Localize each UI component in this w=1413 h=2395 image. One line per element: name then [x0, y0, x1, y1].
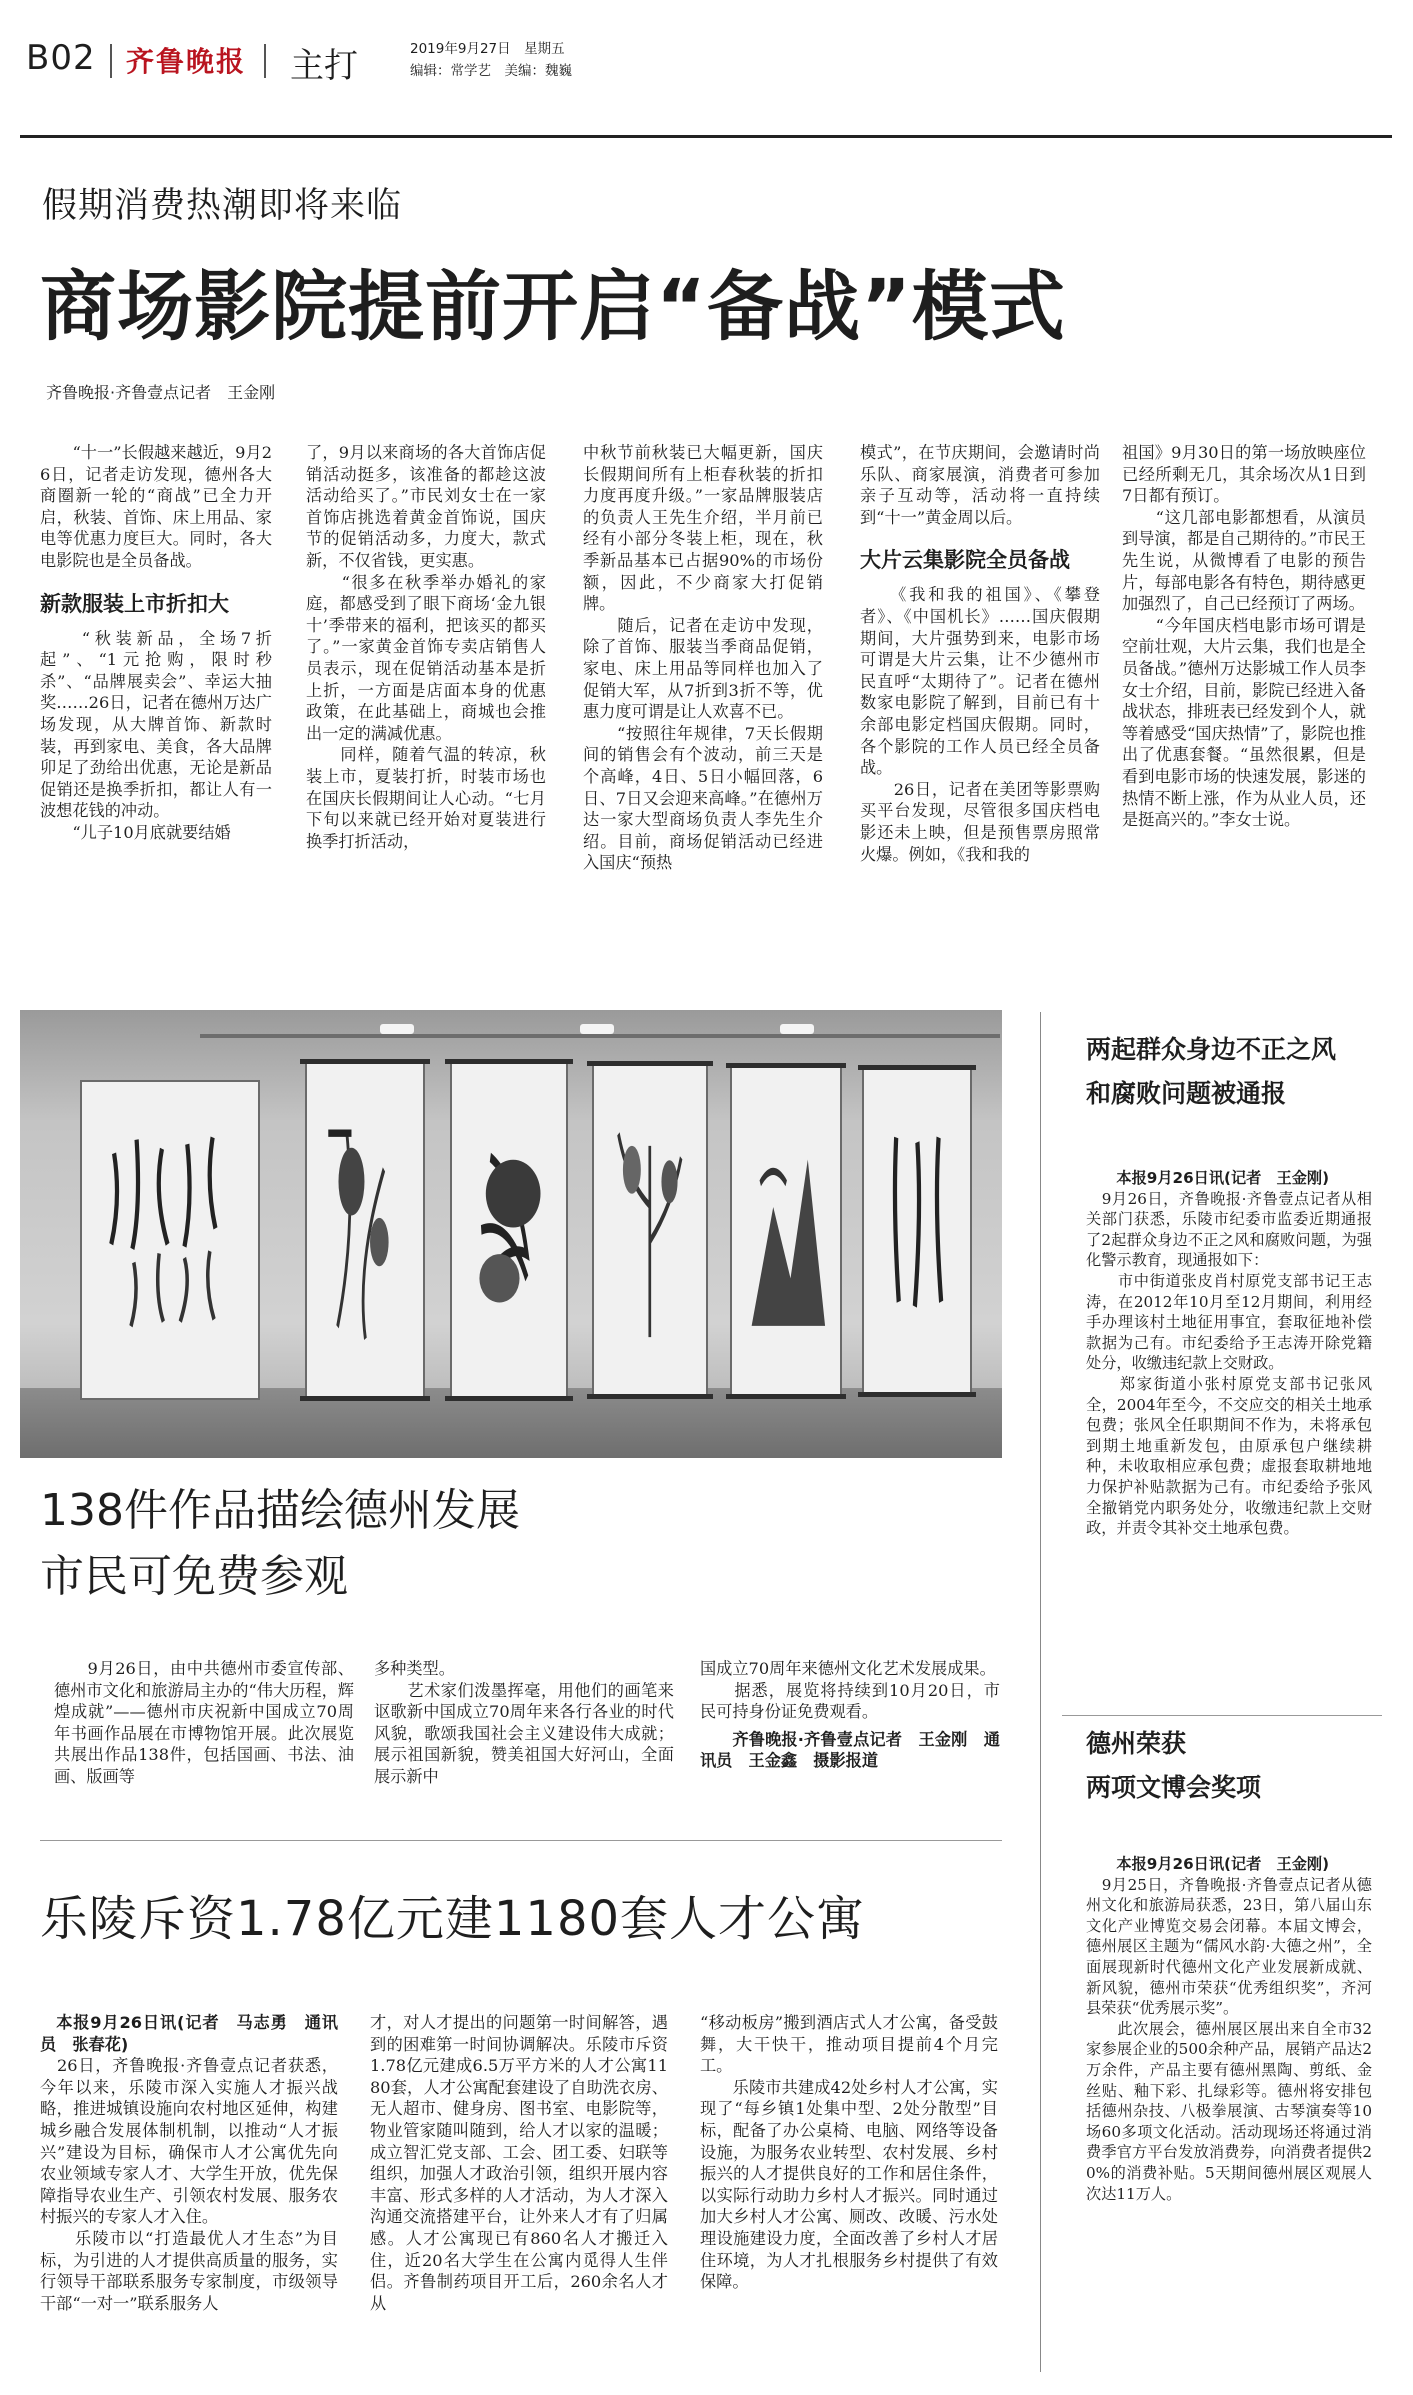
exhibition-photo — [20, 1010, 1002, 1458]
painting-scroll — [730, 1064, 842, 1398]
story1-subhead-cinema: 大片云集影院全员备战 — [860, 548, 1070, 573]
newspaper-logo: 齐鲁晚报 — [126, 45, 247, 78]
story3-column-3 — [700, 2012, 998, 2293]
issue-date: 2019年9月27日 星期五 — [410, 41, 565, 57]
story1-kicker: 假期消费热潮即将来临 — [42, 186, 403, 226]
divider — [110, 44, 112, 78]
story3-paragraph: “移动板房”搬到酒店式人才公寓，备受鼓舞，大干快干，推动项目提前4个月完工。 乐陵市共建成42处乡村人才公寓，实现了“每乡镇1处集中型、2处分散型”目标，配备了办公桌椅、电脑、网络等设备设施，为服务农业转型、农村发展、乡村振兴的人才提供良好的工作和居住条件，以实际行动助力乡村人才振兴。同时通过加大乡村人才公寓、厕改、改暖、污水处理设施建设力度，全面改善了乡村人才居住环境，为人才扎根服务乡村提供了有效保障。 — [700, 2013, 998, 2292]
story1-paragraph: 中秋节前秋装已大幅更新，国庆长假期间所有上柜春秋装的折扣力度再度升级。”一家品牌服装店的负责人王先生介绍，半月前已经有小部分冬装上柜，现在，秋季新品基本已占据90%的市场份额，因此，不少商家大打促销牌。 随后，记者在走访中发现，除了首饰、服装当季商品促销，家电、床上用品等同样也加入了促销大军，从7折到3折不等，优惠力度可谓是让人欢喜不已。 “按照往年规律，7天长假期间的销售会有个波动，前三天是个高峰，4日、5日小幅回落，6日、7日又会迎来高峰。”在德州万达一家大型商场负责人李先生介绍。目前，商场促销活动已经进入国庆“预热 — [583, 443, 823, 873]
editor-credits: 编辑：常学艺 美编：魏巍 — [410, 63, 572, 79]
story2-headline: 138件作品描绘德州发展 市民可免费参观 — [40, 1485, 520, 1602]
painting-scroll — [305, 1060, 425, 1400]
side2-headline: 德州荣获 两项文博会奖项 — [1086, 1729, 1262, 1802]
story3-paragraph: 26日，齐鲁晚报·齐鲁壹点记者获悉，今年以来，乐陵市深入实施人才振兴战略，推进城镇设施向农村地区延伸，构建城乡融合发展体制机制，以推动“人才振兴”建设为目标，确保市人才公寓优先向农业领域专家人才、大学生开放，优先保障指导农业生产、引领农村发展、服务农村振兴的专家人才入住。 乐陵市以“打造最优人才生态”为目标，为引进的人才提供高质量的服务，实行领导干部联系服务专家制度，市级领导干部“一对一”联系服务人 — [40, 2056, 338, 2313]
story2-column-1 — [54, 1658, 354, 1788]
photo-credit: 齐鲁晚报·齐鲁壹点记者 王金刚 通讯员 王金鑫 摄影报道 — [700, 1729, 1000, 1771]
story1-paragraph: “十一”长假越来越近，9月26日，记者走访发现，德州各大商圈新一轮的“商战”已全力开启，秋装、首饰、床上用品、家电等优惠力度巨大。同时，各大电影院也是全员备战。 — [40, 443, 272, 570]
side1-body — [1086, 1168, 1372, 1539]
painting-scroll — [450, 1060, 568, 1400]
story2-paragraph: 多种类型。 艺术家们泼墨挥毫，用他们的画笔来讴歌新中国成立70周年来各行各业的时代风貌，歌颂我国社会主义建设伟大成就；展示祖国新貌，赞美祖国大好河山，全面展示新中 — [374, 1659, 674, 1786]
page-number: B02 — [26, 38, 96, 78]
side2-paragraph: 9月25日，齐鲁晚报·齐鲁壹点记者从德州文化和旅游局获悉，23日，第八届山东文化产业博览交易会闭幕。本届文博会，德州展区主题为“儒风水韵·大德之州”，全面展现新时代德州文化产业发展新成就、新风貌，德州市荣获“优秀组织奖”，齐河县荣获“优秀展示奖”。 此次展会，德州展区展出来自全市32家参展企业的500余种产品，展销产品达2万余件，产品主要有德州黑陶、剪纸、金丝贴、釉下彩、扎绿彩等。德州将安排包括德州杂技、八极拳展演、古琴演奏等10场60多项文化活动。活动现场还将通过消费季官方平台发放消费券，向消费者提供20%的消费补贴。5天期间德州展区观展人次达11万人。 — [1086, 1875, 1372, 2203]
story1-byline: 齐鲁晚报·齐鲁壹点记者 王金刚 — [46, 383, 276, 402]
story1-column-5 — [1122, 442, 1366, 831]
side1-headline: 两起群众身边不正之风 和腐败问题被通报 — [1086, 1035, 1337, 1108]
calligraphy-scroll — [80, 1080, 260, 1400]
story1-column-3 — [583, 442, 823, 874]
section-name: 主打 — [290, 46, 358, 86]
story1-paragraph: 模式”，在节庆期间，会邀请时尚乐队、商家展演，消费者可参加亲子互动等，活动将一直持续到“十一”黄金周以后。 — [860, 443, 1100, 527]
side-rule — [1062, 1715, 1382, 1716]
story2-paragraph: 9月26日，由中共德州市委宣传部、德州市文化和旅游局主办的“伟大历程，辉煌成就”——德州市庆祝新中国成立70周年书画作品展在市博物馆开展。此次展览共展出作品138件，包括国画、书法、油画、版画等 — [54, 1659, 354, 1786]
divider — [264, 44, 266, 78]
story1-subhead-fashion: 新款服装上市折扣大 — [40, 591, 229, 616]
story3-column-2 — [370, 2012, 668, 2314]
story1-column-1 — [40, 442, 272, 844]
story1-paragraph: 了，9月以来商场的各大首饰店促销活动挺多，该准备的都趁这波活动给买了。”市民刘女士在一家首饰店挑选着黄金首饰说，国庆节的促销活动多，力度大，款式新，不仅省钱，更实惠。 “很多在秋季举办婚礼的家庭，都感受到了眼下商场‘金九银十’季带来的福利，把该买的都买了。”一家黄金首饰专卖店销售人员表示，现在促销活动基本是折上折，一方面是店面本身的优惠政策，在此基础上，商城也会推出一定的满减优惠。 同样，随着气温的转凉，秋装上市，夏装打折，时装市场也在国庆长假期间让人心动。“七月下旬以来就已经开始对夏装进行换季打折活动， — [306, 443, 546, 851]
section-rule — [40, 1840, 1002, 1841]
story3-byline: 本报9月26日讯(记者 马志勇 通讯员 张春花) — [40, 2013, 338, 2054]
story2-column-2 — [374, 1658, 674, 1788]
story3-headline: 乐陵斥资1.78亿元建1180套人才公寓 — [40, 1891, 866, 1947]
side1-byline: 本报9月26日讯(记者 王金刚) — [1116, 1169, 1330, 1187]
story1-column-4 — [860, 442, 1100, 865]
story2-paragraph: 国成立70周年来德州文化艺术发展成果。 据悉，展览将持续到10月20日，市民可持身份证免费观看。 — [700, 1659, 1000, 1722]
story1-column-2 — [306, 442, 546, 852]
story1-paragraph: “秋装新品，全场7折起”、“1元抢购，限时秒杀”、“品牌展卖会”、幸运大抽奖……26日，记者在德州万达广场发现，从大牌首饰、新款时装，再到家电、美食，各大品牌卯足了劲给出优惠，无论是新品促销还是换季折扣，都让人有一波想花钱的冲动。 “儿子10月底就要结婚 — [40, 628, 272, 842]
painting-scroll — [592, 1062, 708, 1398]
story2-column-3 — [700, 1658, 1000, 1772]
story3-paragraph: 才，对人才提出的问题第一时间解答，遇到的困难第一时间协调解决。乐陵市斥资1.78亿元建成6.5万平方米的人才公寓1180套，人才公寓配套建设了自助洗衣房、无人超市、健身房、图书室、电影院等，物业管家随叫随到，给人才以家的温暖；成立智汇党支部、工会、团工委、妇联等组织，加强人才政治引领，组织开展内容丰富、形式多样的人才活动，为人才深入沟通交流搭建平台，让外来人才有了归属感。人才公寓现已有860名人才搬迁入住，近20名大学生在公寓内觅得人生伴侣。齐鲁制药项目开工后，260余名人才从 — [370, 2013, 668, 2313]
side2-body — [1086, 1854, 1372, 2204]
story1-headline: 商场影院提前开启“备战”模式 — [40, 262, 1066, 351]
side2-byline: 本报9月26日讯(记者 王金刚) — [1116, 1855, 1330, 1873]
masthead-rule — [20, 135, 1392, 138]
story1-paragraph: 《我和我的祖国》、《攀登者》、《中国机长》……国庆假期期间，大片强势到来，电影市场可谓是大片云集，让不少德州市民直呼“太期待了”。记者在德州数家电影院了解到，目前已有十余部电影定档国庆假期。同时，各个影院的工作人员已经全员备战。 26日，记者在美团等影票购买平台发现，尽管很多国庆档电影还未上映，但是预售票房照常火爆。例如，《我和我的 — [860, 585, 1100, 864]
story1-paragraph: 祖国》9月30日的第一场放映座位已经所剩无几，其余场次从1日到7日都有预订。 “这几部电影都想看，从演员到导演，都是自己期待的。”市民王先生说，从微博看了电影的预告片，每部电影各有特色，期待感更加强烈了，自己已经预订了两场。 “今年国庆档电影市场可谓是空前壮观，大片云集，我们也是全员备战。”德州万达影城工作人员李女士介绍，目前，影院已经进入备战状态，排班表已经发到个人，就等着感受“国庆热情”了，影院也推出了优惠套餐。“虽然很累，但是看到电影市场的快速发展，影迷的热情不断上涨，作为从业人员，还是挺高兴的。”李女士说。 — [1122, 443, 1366, 830]
calligraphy-scroll — [862, 1066, 972, 1396]
side1-paragraph: 9月26日，齐鲁晚报·齐鲁壹点记者从相关部门获悉，乐陵市纪委市监委近期通报了2起群众身边不正之风和腐败问题，为强化警示教育，现通报如下： 市中街道张皮肖村原党支部书记王志涛，在2012年10月至12月期间，利用经手办理该村土地征用事宜，套取征地补偿款据为己有。市纪委给予王志涛开除党籍处分，收缴违纪款上交财政。 郑家街道小张村原党支部书记张风全，2004年至今，不交应交的相关土地承包费；张风全任职期间不作为，未将承包到期土地重新发包，由原承包户继续耕种，未收取相应承包费；虚报套取耕地地力保护补贴款据为己有。市纪委给予张风全撤销党内职务处分，收缴违纪款上交财政，并责令其补交土地承包费。 — [1086, 1189, 1372, 1538]
side-column-divider — [1040, 1012, 1041, 2372]
story3-column-1 — [40, 2012, 338, 2314]
